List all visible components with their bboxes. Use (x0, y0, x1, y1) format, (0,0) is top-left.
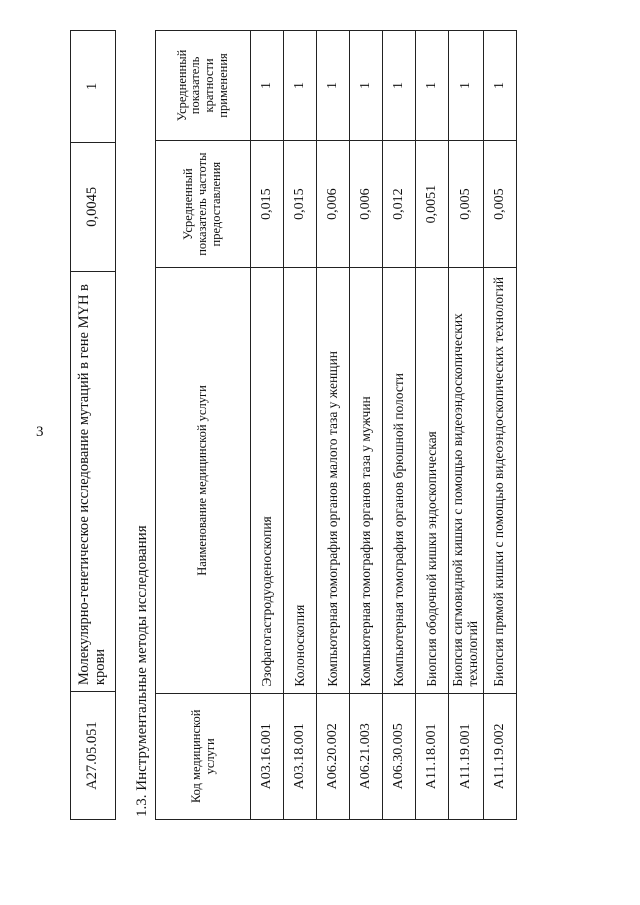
service-code: A27.05.051 (71, 692, 116, 820)
service-code: A11.19.001 (449, 693, 484, 819)
frequency-value: 0,015 (284, 140, 317, 267)
service-name: Компьютерная томография органов малого таза у женщин (317, 268, 350, 693)
service-code: A03.16.001 (251, 693, 284, 819)
table-row (449, 31, 484, 820)
frequency-value: 0,0051 (416, 140, 449, 267)
service-name: Компьютерная томография органов таза у мужчин (350, 268, 383, 693)
table-row (284, 31, 317, 820)
table-row (483, 31, 516, 820)
section-title: 1.3. Инструментальные методы исследования (134, 525, 150, 817)
multiplicity-value: 1 (449, 31, 484, 141)
frequency-value: 0,012 (383, 140, 416, 267)
frequency-value: 0,0045 (71, 142, 116, 271)
service-name: Биопсия ободочной кишки эндоскопическая (416, 268, 449, 693)
header-name: Наименование медицинской услуги (156, 268, 251, 693)
page-number: 3 (36, 424, 44, 440)
service-name: Эзофагогастродуоденоскопия (251, 268, 284, 693)
multiplicity-value: 1 (71, 31, 116, 143)
service-code: A11.18.001 (416, 693, 449, 819)
frequency-value: 0,005 (449, 140, 484, 267)
table-row (71, 31, 116, 820)
service-code: A06.20.002 (317, 693, 350, 819)
header-multiplicity: Усредненный показатель кратности применения (156, 31, 251, 141)
service-name: Молекулярно-генетическое исследование мутаций в гене MYH в крови (71, 271, 116, 691)
table-row (350, 31, 383, 820)
service-name: Биопсия прямой кишки с помощью видеоэндоскопических технологий (483, 268, 516, 693)
multiplicity-value: 1 (416, 31, 449, 141)
multiplicity-value: 1 (383, 31, 416, 141)
header-row (156, 31, 251, 820)
frequency-value: 0,006 (350, 140, 383, 267)
multiplicity-value: 1 (350, 31, 383, 141)
service-code: A06.21.003 (350, 693, 383, 819)
top-table (70, 30, 116, 820)
service-code: A11.19.002 (483, 693, 516, 819)
service-name: Колоноскопия (284, 268, 317, 693)
header-code: Код медицинской услуги (156, 693, 251, 819)
service-code: A06.30.005 (383, 693, 416, 819)
service-name: Биопсия сигмовидной кишки с помощью видеоэндоскопических технологий (449, 268, 484, 693)
multiplicity-value: 1 (317, 31, 350, 141)
header-frequency: Усредненный показатель частоты предоставления (156, 140, 251, 267)
multiplicity-value: 1 (483, 31, 516, 141)
frequency-value: 0,005 (483, 140, 516, 267)
services-table (155, 30, 517, 820)
table-row (383, 31, 416, 820)
table-row (251, 31, 284, 820)
table-row (416, 31, 449, 820)
multiplicity-value: 1 (284, 31, 317, 141)
multiplicity-value: 1 (251, 31, 284, 141)
frequency-value: 0,015 (251, 140, 284, 267)
table-row (317, 31, 350, 820)
rotated-content (70, 30, 517, 820)
frequency-value: 0,006 (317, 140, 350, 267)
service-code: A03.18.001 (284, 693, 317, 819)
service-name: Компьютерная томография органов брюшной полости (383, 268, 416, 693)
